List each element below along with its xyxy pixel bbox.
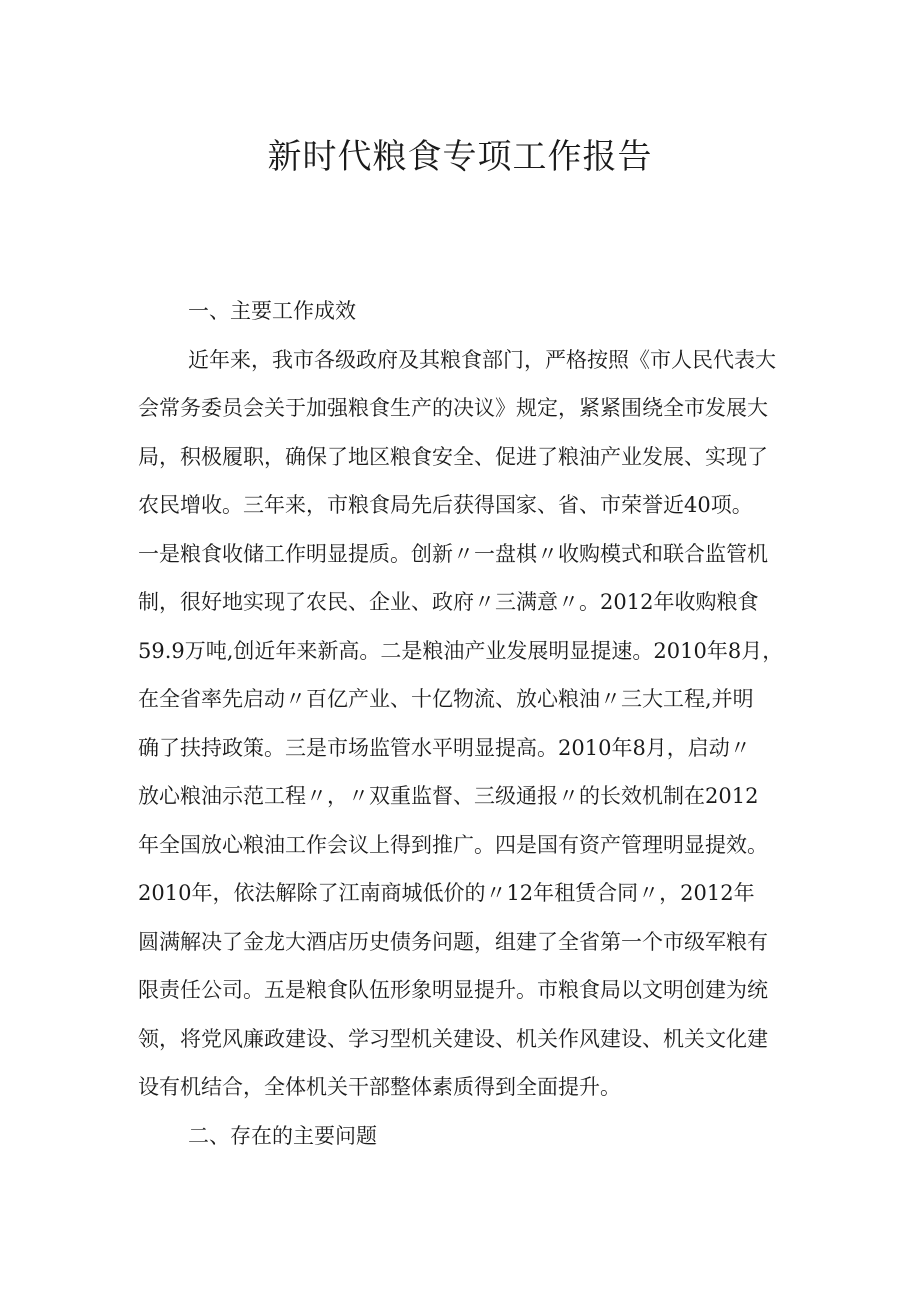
section-heading-problems: 二、存在的主要问题: [188, 1123, 377, 1148]
paragraph-line: 确了扶持政策。三是市场监管水平明显提高。2010年8月，启动〃: [138, 735, 751, 760]
paragraph-line: 2010年，依法解除了江南商城低价的〃12年租赁合同〃，2012年: [138, 881, 755, 905]
paragraph-line: 制，很好地实现了农民、企业、政府〃三满意〃。2012年收购粮食: [138, 590, 759, 614]
paragraph-line: 农民增收。三年来，市粮食局先后获得国家、省、市荣誉近40项。: [138, 493, 753, 517]
paragraph-line: 近年来，我市各级政府及其粮食部门，严格按照《市人民代表大: [188, 347, 776, 372]
paragraph-line: 在全省率先启动〃百亿产业、十亿物流、放心粮油〃三大工程,并明: [138, 687, 754, 711]
paragraph-line: 会常务委员会关于加强粮食生产的决议》规定，紧紧围绕全市发展大: [138, 396, 768, 420]
paragraph-line: 限责任公司。五是粮食队伍形象明显提升。市粮食局以文明创建为统: [138, 978, 768, 1002]
paragraph-line: 放心粮油示范工程〃，〃双重监督、三级通报〃的长效机制在2012: [138, 784, 759, 808]
paragraph-line: 设有机结合，全体机关干部整体素质得到全面提升。: [138, 1075, 621, 1099]
document-title: 新时代粮食专项工作报告: [267, 137, 653, 177]
paragraph-line: 一是粮食收储工作明显提质。创新〃一盘棋〃收购模式和联合监管机: [138, 541, 768, 566]
paragraph-line: 59.9万吨,创近年来新高。二是粮油产业发展明显提速。2010年8月，: [138, 638, 784, 663]
paragraph-line: 领，将党风廉政建设、学习型机关建设、机关作风建设、机关文化建: [138, 1026, 768, 1051]
document-body: [138, 294, 798, 1167]
paragraph-achievements: [138, 343, 798, 1119]
paragraph-line: 圆满解决了金龙大酒店历史债务问题，组建了全省第一个市级军粮有: [138, 929, 768, 954]
paragraph-line: 局，积极履职，确保了地区粮食安全、促进了粮油产业发展、实现了: [138, 444, 768, 469]
section-heading-achievements: 一、主要工作成效: [188, 299, 356, 323]
paragraph-line: 年全国放心粮油工作会议上得到推广。四是国有资产管理明显提效。: [138, 832, 768, 857]
